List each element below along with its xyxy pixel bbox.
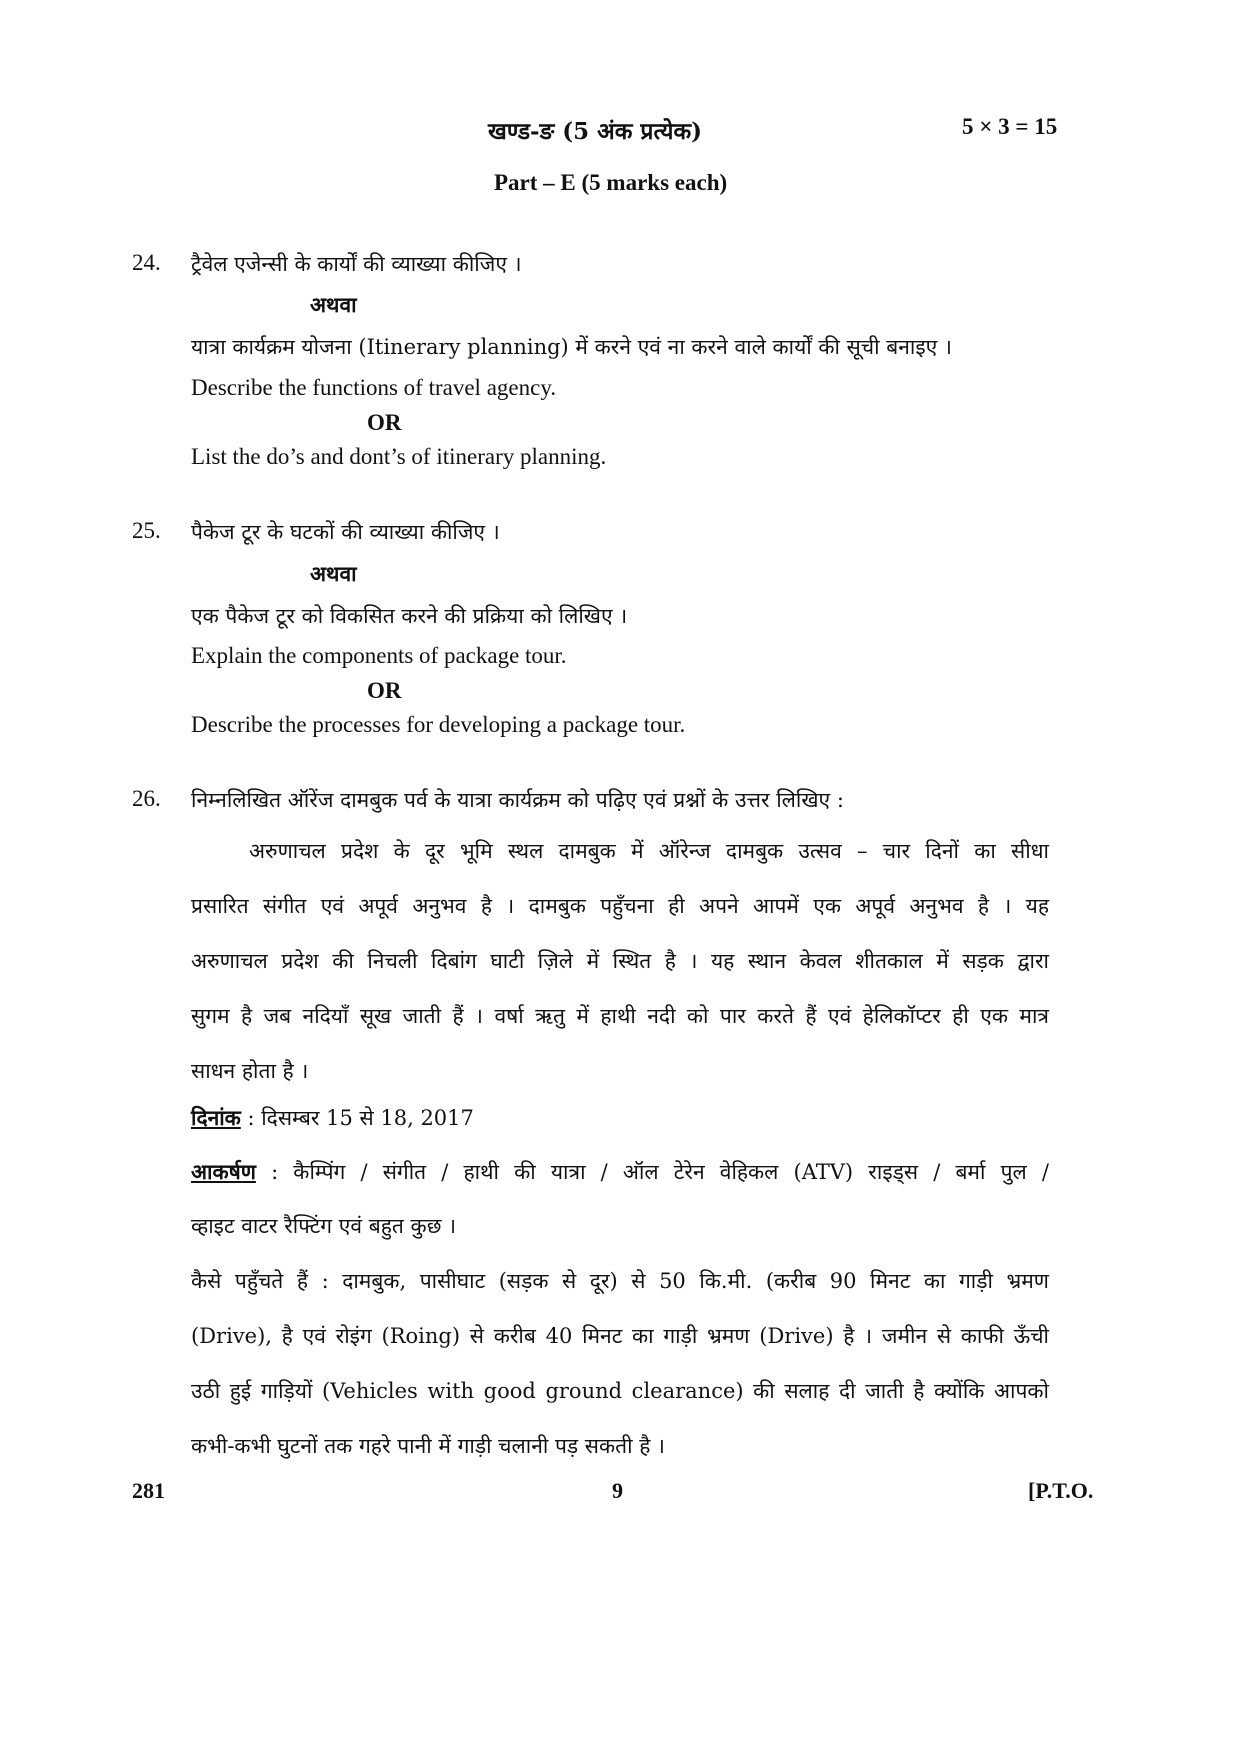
q24-hindi-question: ट्रैवेल एजेन्सी के कार्यों की व्याख्या कीजिए । <box>191 252 522 276</box>
q26-date-row <box>191 1104 474 1132</box>
question-number-24: 24. <box>132 250 161 275</box>
date-value: : दिसम्बर 15 से 18, 2017 <box>240 1106 474 1130</box>
q26-intro: निम्नलिखित ऑरेंज दामबुक पर्व के यात्रा कार्यक्रम को पढ़िए एवं प्रश्नों के उत्तर लिखिए : <box>191 788 844 812</box>
passage-line: अरुणाचल प्रदेश के दूर भूमि स्थल दामबुक में ऑरेन्ज दामबुक उत्सव – चार दिनों का सीधा <box>249 839 1049 863</box>
q25-english-or: OR <box>367 678 402 703</box>
passage-line: सुगम है जब नदियाँ सूख जाती हैं । वर्षा ऋतु में हाथी नदी को पार करते हैं एवं हेलिकॉप्टर ही एक मात्र <box>191 1004 1049 1028</box>
q26-passage-cont <box>191 879 1049 1099</box>
q24-english-question: Describe the functions of travel agency. <box>191 375 557 400</box>
paper-code: 281 <box>132 1478 165 1503</box>
reach-line: (Drive), है एवं रोइंग (Roing) से करीब 40 मिनट का गाड़ी भ्रमण (Drive) है । जमीन से काफी ऊँची <box>191 1324 1049 1348</box>
section-title-english: Part – E (5 marks each) <box>494 170 728 195</box>
pto-label: [P.T.O. <box>1028 1478 1094 1503</box>
question-number-25: 25. <box>132 518 161 543</box>
passage-line: प्रसारित संगीत एवं अपूर्व अनुभव है । दामबुक पहुँचना ही अपने आपमें एक अपूर्व अनुभव है । यह <box>191 894 1049 918</box>
q25-hindi-question: पैकेज टूर के घटकों की व्याख्या कीजिए । <box>191 520 500 544</box>
passage-line: अरुणाचल प्रदेश की निचली दिबांग घाटी ज़िले में स्थित है । यह स्थान केवल शीतकाल में सड़क द्वारा <box>191 949 1049 973</box>
reach-line: उठी हुई गाड़ियों (Vehicles with good ground clearance) की सलाह दी जाती है क्योंकि आपको <box>191 1379 1049 1403</box>
q25-english-alternative: Describe the processes for developing a package tour. <box>191 712 686 737</box>
q24-hindi-or: अथवा <box>310 292 357 317</box>
page-number: 9 <box>612 1478 623 1503</box>
q24-english-or: OR <box>367 410 402 435</box>
attractions-line2: व्हाइट वाटर रैफ्टिंग एवं बहुत कुछ । <box>191 1214 457 1238</box>
question-number-26: 26. <box>132 786 161 811</box>
q25-hindi-alternative: एक पैकेज टूर को विकसित करने की प्रक्रिया को लिखिए । <box>191 604 628 628</box>
q25-hindi-or: अथवा <box>310 561 357 586</box>
date-label: दिनांक <box>191 1105 241 1130</box>
q26-passage <box>191 824 1049 879</box>
q25-english-question: Explain the components of package tour. <box>191 643 567 668</box>
q26-attractions <box>191 1144 1049 1254</box>
q24-hindi-alternative: यात्रा कार्यक्रम योजना (Itinerary planning) में करने एवं ना करने वाले कार्यों की सूची बनाइए । <box>191 335 952 359</box>
reach-line: कभी-कभी घुटनों तक गहरे पानी में गाड़ी चलानी पड़ सकती है । <box>191 1434 665 1458</box>
attractions-line1: : कैम्पिंग / संगीत / हाथी की यात्रा / ऑल टेरेन वेहिकल (ATV) राइड्स / बर्मा पुल / <box>255 1160 1049 1184</box>
q26-how-to-reach <box>191 1254 1049 1474</box>
q24-english-alternative: List the do’s and dont’s of itinerary planning. <box>191 444 607 469</box>
attractions-label: आकर्षण <box>191 1159 256 1184</box>
passage-line: साधन होता है । <box>191 1059 309 1083</box>
section-title-hindi: खण्ड-ङ (5 अंक प्रत्येक) <box>488 118 703 145</box>
reach-line: कैसे पहुँचते हैं : दामबुक, पासीघाट (सड़क से दूर) से 50 कि.मी. (करीब 90 मिनट का गाड़ी भ्रमण <box>191 1269 1049 1293</box>
marks-formula: 5 × 3 = 15 <box>962 114 1058 139</box>
